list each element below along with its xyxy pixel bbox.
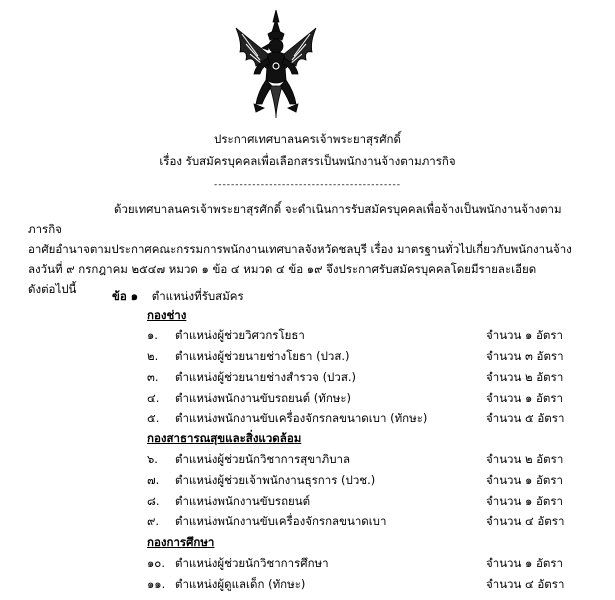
item-position: ตำแหน่งผู้ช่วยนายช่างสำรวจ (ปวส.) — [175, 370, 356, 384]
item-number: ๓. — [147, 370, 159, 384]
item-position: ตำแหน่งพนักงานขับเครื่องจักรกลขนาดเบา (ทักษะ) — [175, 411, 428, 425]
item-number: ๕. — [147, 411, 160, 425]
clause-heading — [112, 288, 244, 306]
list-item — [147, 348, 597, 366]
paragraph-line: ดังต่อไปนี้ — [28, 282, 77, 296]
list-item — [147, 451, 597, 469]
item-count: จำนวน ๓ อัตรา — [486, 349, 564, 363]
list-item — [147, 327, 597, 345]
announcement-subject: เรื่อง รับสมัครบุคคลเพื่อเลือกสรรเป็นพนักงานจ้างตามภารกิจ — [159, 154, 456, 168]
item-number: ๑๑. — [147, 577, 166, 591]
group-title: กองการศึกษา — [147, 535, 215, 549]
item-count: จำนวน ๑ อัตรา — [486, 391, 563, 405]
group-title: กองช่าง — [147, 308, 187, 322]
list-item — [147, 410, 597, 428]
divider-line: -------------------------------------------- — [214, 180, 401, 190]
clause-title: ตำแหน่งที่รับสมัคร — [151, 289, 244, 303]
item-number: ๗. — [147, 473, 160, 487]
list-item — [147, 369, 597, 387]
announcement-title: ประกาศเทศบาลนครเจ้าพระยาสุรศักดิ์ — [214, 132, 401, 146]
paragraph-line: ด้วยเทศบาลนครเจ้าพระยาสุรศักดิ์ จะดำเนินการรับสมัครบุคคลเพื่อจ้างเป็นพนักงานจ้างตามภารกิจ — [28, 202, 562, 236]
clause-label: ข้อ ๑ — [112, 289, 139, 303]
intro-paragraph — [28, 199, 593, 299]
list-item — [147, 493, 597, 511]
item-count: จำนวน ๔ อัตรา — [486, 577, 565, 591]
item-number: ๑๐. — [147, 556, 165, 570]
paragraph-line: อาศัยอำนาจตามประกาศคณะกรรมการพนักงานเทศบาลจังหวัดชลบุรี เรื่อง มาตรฐานทั่วไปเกี่ยวกับพนักงานจ้าง — [28, 242, 572, 256]
item-position: ตำแหน่งพนักงานขับเครื่องจักรกลขนาดเบา — [175, 514, 387, 528]
item-count: จำนวน ๑ อัตรา — [486, 556, 563, 570]
item-position: ตำแหน่งผู้ช่วยวิศวกรโยธา — [175, 328, 305, 342]
list-item — [147, 576, 597, 594]
list-item — [147, 555, 597, 573]
item-count: จำนวน ๔ อัตรา — [486, 514, 565, 528]
item-number: ๑. — [147, 328, 158, 342]
item-number: ๒. — [147, 349, 159, 363]
item-position: ตำแหน่งผู้ดูแลเด็ก (ทักษะ) — [175, 577, 306, 591]
item-number: ๘. — [147, 494, 160, 508]
item-position: ตำแหน่งผู้ช่วยเจ้าพนักงานธุรการ (ปวช.) — [175, 473, 376, 487]
group-title: กองสาธารณสุขและสิ่งแวดล้อม — [147, 431, 302, 445]
item-count: จำนวน ๕ อัตรา — [486, 411, 565, 425]
item-count: จำนวน ๑ อัตรา — [486, 328, 563, 342]
list-item — [147, 513, 597, 531]
item-count: จำนวน ๑ อัตรา — [486, 494, 563, 508]
item-position: ตำแหน่งผู้ช่วยนายช่างโยธา (ปวส.) — [175, 349, 350, 363]
item-position: ตำแหน่งผู้ช่วยนักวิชาการสุขาภิบาล — [175, 452, 350, 466]
paragraph-line: ลงวันที่ ๙ กรกฎาคม ๒๕๔๗ หมวด ๑ ข้อ ๔ หมวด ๔ ข้อ ๑๙ จึงประกาศรับสมัครบุคคลโดยมีรายละเอียด — [28, 262, 537, 276]
list-item — [147, 472, 597, 490]
list-item — [147, 390, 597, 408]
item-position: ตำแหน่งผู้ช่วยนักวิชาการศึกษา — [175, 556, 329, 570]
item-number: ๖. — [147, 452, 158, 466]
garuda-emblem-icon — [232, 8, 320, 120]
item-count: จำนวน ๒ อัตรา — [486, 370, 564, 384]
item-number: ๔. — [147, 391, 160, 405]
item-count: จำนวน ๒ อัตรา — [486, 452, 564, 466]
item-count: จำนวน ๑ อัตรา — [486, 473, 563, 487]
item-position: ตำแหน่งพนักงานขับรถยนต์ (ทักษะ) — [175, 391, 352, 405]
item-position: ตำแหน่งพนักงานขับรถยนต์ — [175, 494, 311, 508]
item-number: ๙. — [147, 514, 160, 528]
